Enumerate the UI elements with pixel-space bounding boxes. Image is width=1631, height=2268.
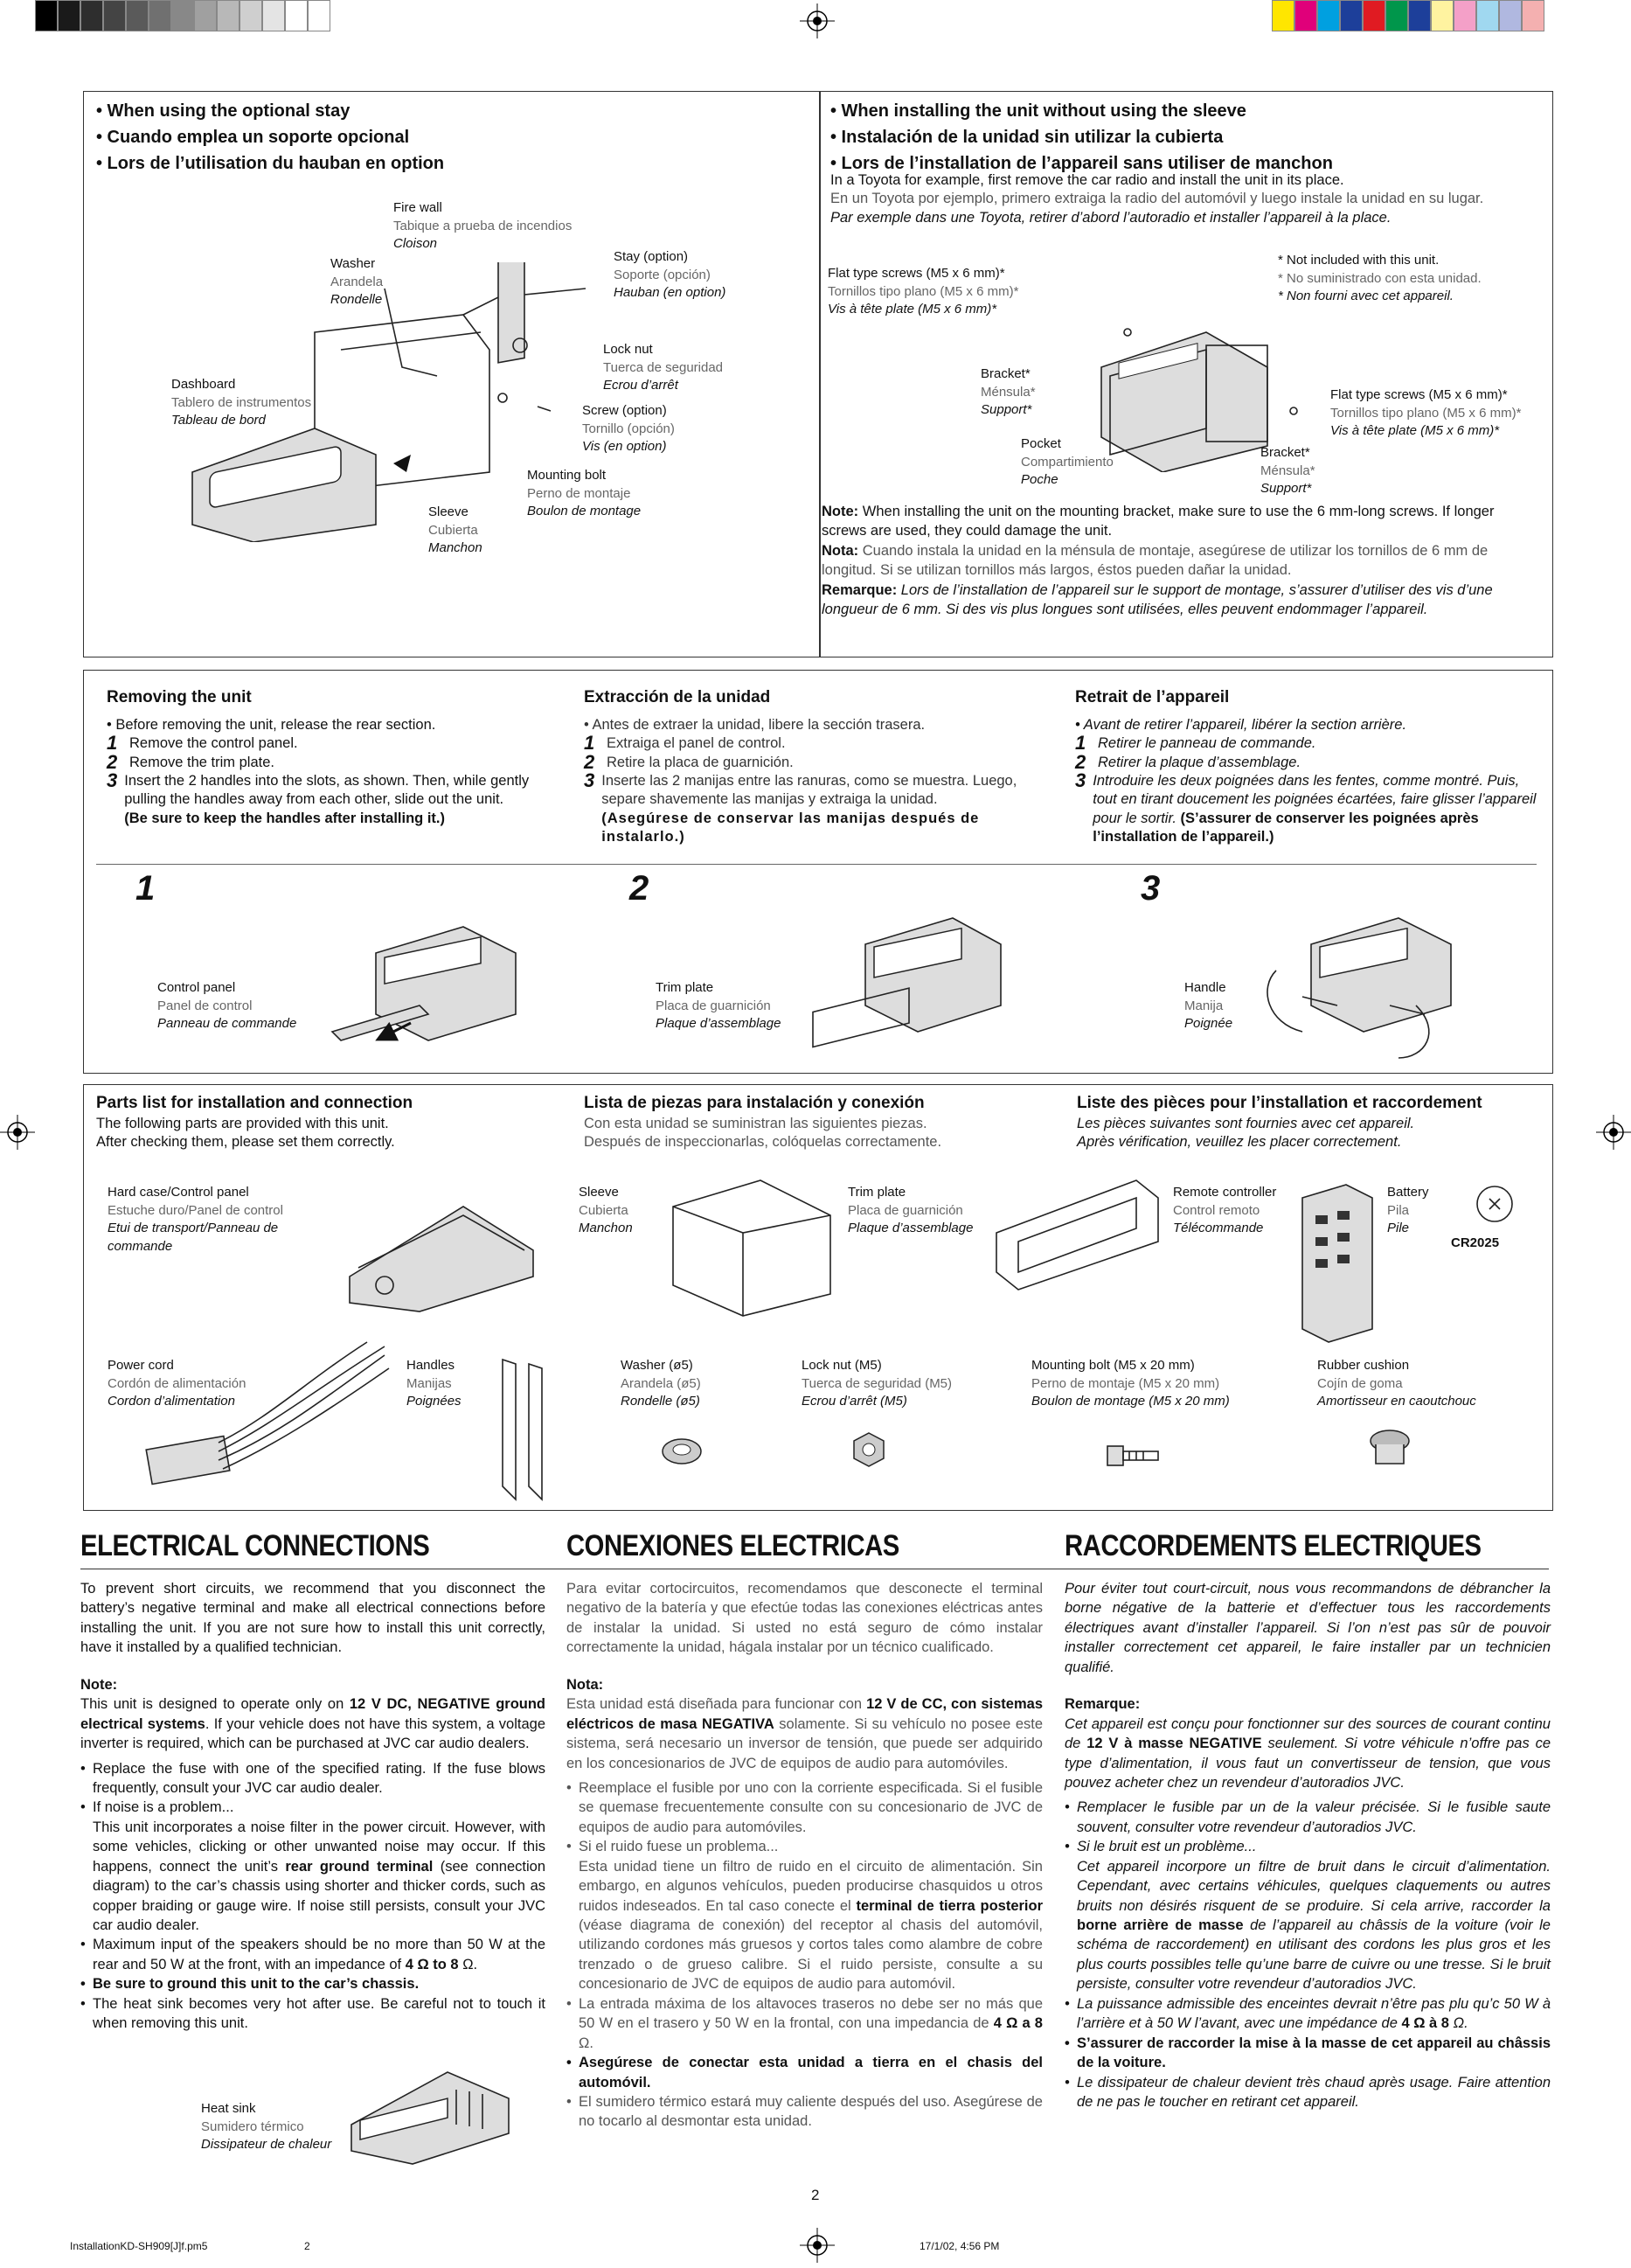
part-power-cord: Power cord Cordón de alimentación Cordon d’alimentation: [108, 1358, 246, 1409]
step2-illustration: [804, 909, 1005, 1067]
washer-illustration: [656, 1434, 708, 1469]
part-hardcase: Hard case/Control panel Estuche duro/Panel de control Etui de transport/Panneau de commande: [108, 1185, 283, 1255]
label-stay: Stay (option) Soporte (opción) Hauban (en option): [614, 249, 726, 301]
label-flat-screws-1: Flat type screws (M5 x 6 mm)* Tornillos tipo plano (M5 x 6 mm)* Vis à tête plate (M5 x 6 mm)*: [828, 266, 1019, 317]
color-bar: [1272, 0, 1560, 31]
parts-title-es: Lista de piezas para instalación y conexión Con esta unidad se suministran las siguientes piezas. Después de inspeccionarlas, colóquelas correctamente.: [584, 1094, 942, 1151]
step3-illustration: [1250, 909, 1460, 1067]
part-trim-plate: Trim plate Placa de guarnición Plaque d’assemblage: [848, 1185, 974, 1236]
label-mounting-bolt: Mounting bolt Perno de montaje Boulon de montage: [527, 468, 642, 519]
label-control-panel: Control panel Panel de control Panneau de commande: [157, 980, 297, 1032]
step-number-2: 2: [629, 869, 649, 908]
hardcase-illustration: [332, 1172, 542, 1320]
label-washer: Washer Arandela Rondelle: [330, 256, 384, 308]
gray-scale-bar: [35, 0, 358, 31]
label-screw: Screw (option) Tornillo (opción) Vis (en option): [582, 403, 675, 455]
part-mounting-bolt: Mounting bolt (M5 x 20 mm) Perno de montaje (M5 x 20 mm) Boulon de montage (M5 x 20 mm): [1031, 1358, 1230, 1409]
mounting-bolt-illustration: [1103, 1430, 1164, 1474]
registration-mark-left: [0, 1115, 35, 1150]
lock-nut-illustration: [850, 1430, 888, 1469]
part-battery: Battery Pila Pile: [1387, 1185, 1429, 1236]
battery-icon: [1468, 1182, 1521, 1226]
electrical-title-es: CONEXIONES ELECTRICAS: [566, 1529, 899, 1562]
label-dashboard: Dashboard Tablero de instrumentos Tableau de bord: [171, 377, 312, 428]
step-number-1: 1: [135, 869, 156, 908]
label-flat-screws-2: Flat type screws (M5 x 6 mm)* Tornillos tipo plano (M5 x 6 mm)* Vis à tête plate (M5 x 6 mm)*: [1330, 387, 1522, 439]
label-pocket: Pocket Compartimiento Poche: [1021, 436, 1114, 488]
label-firewall: Fire wall Tabique a prueba de incendios Cloison: [393, 200, 573, 252]
part-lock-nut: Lock nut (M5) Tuerca de seguridad (M5) Ecrou d’arrêt (M5): [802, 1358, 953, 1409]
electrical-es: Para evitar cortocircuitos, recomendamos que desconecte el terminal negativo de la batería y que efectúe todas las conexiones eléctricas antes de instalar la unidad. Si usted no está seguro de cómo instalar correctamente la unidad, hágala instalar por un técnico cualificado. Nota: Esta unidad está diseñada para funcionar con 12 V de CC, con sistemas eléctricos de masa NEGATIVA solamente. Si su vehículo no posee este sistema, será necesario un inversor de tensión, que puede ser adquirido en los concesionarios de JVC de equipos de audio para automóviles. • Reemplace el fusible por uno con la corriente especificada. Si el fusible se quemase frecuentemente consulte con su concesionario de JVC de equipos de audio para automóviles. • Si el ruido fuese un problema... Esta unidad tiene un filtro de ruido en el circuito de alimentación. Sin embargo, en algunos vehículos, pueden producirse chasquidos u otros ruidos indeseados. En tal caso conecte el terminal de tierra posterior (véase diagrama de conexión) del receptor al chasis del automóvil, utilizando cordones más gruesos y cortos tales como alambre de cobre trenzado o de grueso calibre. Si el ruido persiste, consulte a su concesionario de JVC de equipos de audio para automóvil. • La entrada máxima de los altavoces traseros no debe ser no más que 50 W en el trasero y 50 W en la frontal, con una impedancia de 4 Ω a 8 Ω. • Asegúrese de conectar esta unidad a tierra en el chasis del automóvil. • El sumidero térmico estará muy caliente después del uso. Asegúrese de no tocarlo al desmontar esta unidad.: [566, 1579, 1043, 2132]
battery-code: CR2025: [1451, 1235, 1500, 1250]
power-cord-illustration: [140, 1338, 393, 1495]
heat-sink-illustration: [343, 2063, 517, 2168]
handles-illustration: [489, 1355, 559, 1504]
registration-mark-bottom: [800, 2228, 835, 2263]
registration-mark-right: [1596, 1115, 1631, 1150]
step1-illustration: [323, 909, 524, 1067]
label-trim-plate: Trim plate Placa de guarnición Plaque d’assemblage: [656, 980, 781, 1032]
electrical-title-fr: RACCORDEMENTS ELECTRIQUES: [1065, 1529, 1482, 1562]
electrical-en: To prevent short circuits, we recommend that you disconnect the battery’s negative terminal and make all electrical connections before installing the unit. If you are not sure how to install this unit correctly, have it installed by a qualified technician. Note: This unit is designed to operate only on 12 V DC, NEGATIVE ground electrical systems. If your vehicle does not have this system, a voltage inverter is required, which can be purchased at JVC car audio dealers. • Replace the fuse with one of the specified rating. If the fuse blows frequently, consult your JVC car audio dealer. • If noise is a problem... This unit incorporates a noise filter in the power circuit. However, with some vehicles, clicking or other unwanted noise may occur. If this happens, connect the unit’s rear ground terminal (see connection diagram) to the car’s chassis using shorter and thicker cords, such as copper braiding or gauge wire. If noise still persists, consult your JVC car audio dealer. • Maximum input of the speakers should be no more than 50 W at the rear and 50 W at the front, with an impedance of 4 Ω to 8 Ω. • Be sure to ground this unit to the car’s chassis. • The heat sink becomes very hot after use. Be careful not to touch it when removing this unit.: [80, 1579, 545, 2034]
label-sleeve: Sleeve Cubierta Manchon: [428, 504, 482, 556]
label-bracket-1: Bracket* Ménsula* Support*: [981, 366, 1036, 418]
removing-en: Removing the unit • Before removing the unit, release the rear section. 1 Remove the control panel. 2 Remove the trim plate. 3 Insert the 2 handles into the slots, as shown. Then, while gently pulling the handles away from each other, slide out the unit. (Be sure to keep the handles after installing it.): [107, 688, 530, 826]
removing-es: Extracción de la unidad • Antes de extraer la unidad, libere la sección trasera. 1 Extraiga el panel de control. 2 Retire la placa de guarnición. 3 Inserte las 2 manijas entre las ranuras, como se muestra. Luego, separe shavemente las manijas y extraiga la unidad. (Asegúrese de conservar las manijas después de instalarlo.): [584, 688, 1017, 845]
steps-divider: [96, 864, 1537, 865]
parts-title-en: Parts list for installation and connection The following parts are provided with this unit. After checking them, please set them correctly.: [96, 1094, 413, 1151]
registration-mark-top: [800, 3, 835, 38]
part-handles: Handles Manijas Poignées: [406, 1358, 462, 1409]
label-handle: Handle Manija Poignée: [1184, 980, 1233, 1032]
part-remote: Remote controller Control remoto Télécommande: [1173, 1185, 1277, 1236]
rubber-cushion-illustration: [1364, 1425, 1416, 1472]
removing-fr: Retrait de l’appareil • Avant de retirer l’appareil, libérer la section arrière. 1 Retirer le panneau de commande. 2 Retirer la plaque d’assemblage. 3 Introduire les deux poignées dans les fentes, comme montré. Puis, tout en tirant doucement les poignées écartées, faire glisser l’appareil pour le sortir. (S’assurer de conserver les poignées après l’installation de l’appareil.): [1075, 688, 1537, 845]
without-sleeve-intro: In a Toyota for example, first remove the car radio and install the unit in its place. En un Toyota por ejemplo, primero extraiga la radio del automóvil y luego instale la unidad en su lugar. Par exemple dans une Toyota, retirer d’abord l’autoradio et installer l’appareil à la place.: [830, 172, 1484, 226]
part-rubber-cushion: Rubber cushion Cojín de goma Amortisseur en caoutchouc: [1317, 1358, 1476, 1409]
mounting-bracket-notes: Note: When installing the unit on the mounting bracket, make sure to use the 6 mm-long screws. If longer screws are used, they could damage the unit. Nota: Cuando instala la unidad en la ménsula de montaje, asegúrese de utilizar los tornillos de 6 mm de longitud. Si se utilizan tornillos más largos, éstos pueden dañar la unidad. Remarque: Lors de l’installation de l’appareil sur le support de montage, s’assurer d’utiliser des vis d’une longueur de 6 mm. Si des vis plus longues sont utilisées, elles peuvent endommager l’appareil.: [822, 504, 1495, 618]
remote-illustration: [1294, 1180, 1381, 1346]
not-included-note: * Not included with this unit. * No suministrado con esta unidad. * Non fourni avec cet appareil.: [1278, 253, 1482, 304]
optional-stay-headings: • When using the optional stay • Cuando emplea un soporte opcional • Lors de l’utilisation du hauban en option: [96, 101, 445, 173]
electrical-title-en: ELECTRICAL CONNECTIONS: [80, 1529, 430, 1562]
part-washer: Washer (ø5) Arandela (ø5) Rondelle (ø5): [621, 1358, 701, 1409]
label-heat-sink: Heat sink Sumidero térmico Dissipateur de chaleur: [201, 2101, 332, 2153]
part-sleeve: Sleeve Cubierta Manchon: [579, 1185, 633, 1236]
footer-file: InstallationKD-SH909[J]f.pm5: [70, 2240, 208, 2252]
without-sleeve-headings: • When installing the unit without using the sleeve • Instalación de la unidad sin utilizar la cubierta • Lors de l’installation de l’appareil sans utiliser de manchon: [830, 101, 1333, 173]
trim-plate-illustration: [988, 1172, 1163, 1294]
parts-title-fr: Liste des pièces pour l’installation et raccordement Les pièces suivantes sont fournies avec cet appareil. Après vérification, veuillez les placer correctement.: [1077, 1094, 1482, 1151]
label-locknut: Lock nut Tuerca de seguridad Ecrou d’arrêt: [603, 342, 724, 393]
step-number-3: 3: [1141, 869, 1161, 908]
page-number: 2: [811, 2187, 820, 2203]
sleeve-illustration: [656, 1172, 839, 1320]
electrical-fr: Pour éviter tout court-circuit, nous vous recommandons de débrancher la borne négative de la batterie et d’effectuer tous les raccordements électriques avant d’installer l’appareil. Si l’on n’est pas sûr de pouvoir installer correctement cet appareil, le faire installer par un technicien qualifié. Remarque: Cet appareil est conçu pour fonctionner sur des sources de courant continu de 12 V à masse NEGATIVE seulement. Si votre véhicule n’offre pas ce type d’alimentation, il vous faut un convertisseur de tension, que vous pouvez acheter chez un revendeur d’autoradios JVC. • Remplacer le fusible par un de la valeur précisée. Si le fusible saute souvent, consulter votre revendeur d’autoradios JVC. • Si le bruit est un problème... Cet appareil incorpore un filtre de bruit dans le circuit d’alimentation. Cependant, avec certains véhicules, quelques claquements ou autres bruits non désirés risquent de se produire. Si cela arrive, raccorder la borne arrière de masse de l’appareil au châssis de la voiture (voir le schéma de raccordement) en utilisant des cordons les plus gros et les plus courts possibles telle qu’une barre de cuivre ou une tresse. Si le bruit persiste, consulter votre revendeur d’autoradios JVC. • La puissance admissible des enceintes devrait n’être pas plu qu’c 50 W à l’arrière et à 50 W l’avant, avec une impédance de 4 Ω à 8 Ω. • S’assurer de raccorder la mise à la masse de cet appareil au châssis de la voiture. • Le dissipateur de chaleur devient très chaud après usage. Faire attention de ne pas le toucher en retirant cet appareil.: [1065, 1579, 1551, 2111]
footer-page: 2: [304, 2240, 310, 2252]
footer-date: 17/1/02, 4:56 PM: [920, 2240, 1000, 2252]
label-bracket-2: Bracket* Ménsula* Support*: [1260, 445, 1315, 497]
